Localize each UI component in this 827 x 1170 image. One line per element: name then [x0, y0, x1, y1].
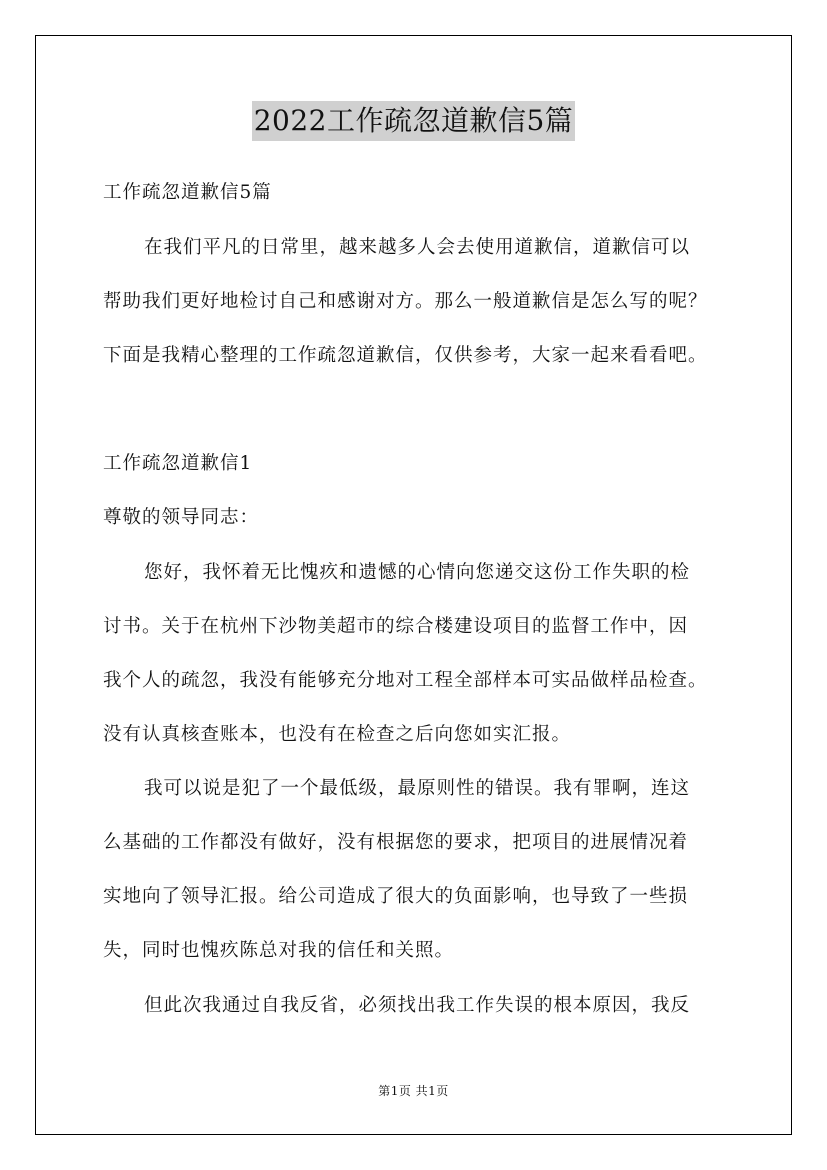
paragraph-line: 我个人的疏忽，我没有能够充分地对工程全部样本可实品做样品检查。 [103, 670, 708, 691]
document-title: 2022工作疏忽道歉信5篇 [252, 101, 576, 141]
paragraph-line: 但此次我通过自我反省，必须找出我工作失误的根本原因，我反 [144, 995, 691, 1016]
title-container [0, 101, 827, 141]
paragraph-line: 没有认真核查账本，也没有在检查之后向您如实汇报。 [103, 724, 572, 745]
section-heading: 工作疏忽道歉信1 [103, 453, 253, 474]
paragraph-line: 您好，我怀着无比愧疚和遗憾的心情向您递交这份工作失职的检 [144, 562, 691, 583]
paragraph-line: 讨书。关于在杭州下沙物美超市的综合楼建设项目的监督工作中，因 [103, 616, 689, 637]
paragraph-line: 下面是我精心整理的工作疏忽道歉信，仅供参考，大家一起来看看吧。 [103, 345, 708, 366]
paragraph-line: 实地向了领导汇报。给公司造成了很大的负面影响，也导致了一些损 [103, 886, 689, 907]
paragraph-line: 失，同时也愧疚陈总对我的信任和关照。 [103, 940, 455, 961]
paragraph-line: 么基础的工作都没有做好，没有根据您的要求，把项目的进展情况着 [103, 832, 689, 853]
paragraph-line: 我可以说是犯了一个最低级，最原则性的错误。我有罪啊，连这 [144, 778, 691, 799]
page-number-footer: 第1页 共1页 [378, 1084, 449, 1098]
subtitle-line: 工作疏忽道歉信5篇 [103, 182, 272, 203]
paragraph-line: 在我们平凡的日常里，越来越多人会去使用道歉信，道歉信可以 [144, 237, 691, 258]
paragraph-line: 帮助我们更好地检讨自己和感谢对方。那么一般道歉信是怎么写的呢？ [103, 291, 708, 312]
salutation-line: 尊敬的领导同志： [103, 507, 260, 528]
